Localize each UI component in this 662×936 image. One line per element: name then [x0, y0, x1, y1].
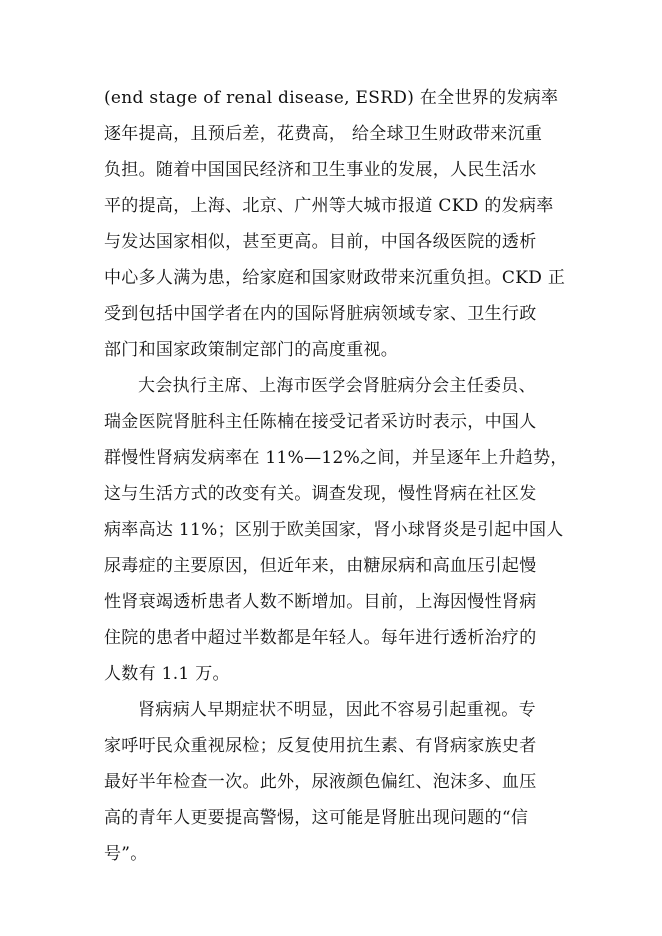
paragraph-first-line: 大会执行主席、上海市医学会肾脏病分会主任委员、 — [138, 376, 536, 396]
text-line: 性肾衰竭透析患者人数不断增加。目前，上海因慢性肾病 — [104, 592, 537, 612]
text-line: 高的青年人更要提高警惕，这可能是肾脏出现问题的“信 — [104, 808, 529, 828]
text-line: 家呼吁民众重视尿检；反复使用抗生素、有肾病家族史者 — [104, 736, 537, 756]
text-line: 瑞金医院肾脏科主任陈楠在接受记者采访时表示，中国人 — [104, 412, 537, 432]
text-line: 病率高达 11%；区别于欧美国家，肾小球肾炎是引起中国人 — [104, 520, 564, 540]
text-line: 这与生活方式的改变有关。调查发现，慢性肾病在社区发 — [104, 484, 537, 504]
text-line: 群慢性肾病发病率在 11%—12%之间，并呈逐年上升趋势， — [104, 448, 568, 468]
text-line: 中心多人满为患，给家庭和国家财政带来沉重负担。CKD 正 — [104, 268, 566, 288]
text-line: 号”。 — [104, 844, 148, 864]
paragraph-first-line: 肾病病人早期症状不明显，因此不容易引起重视。专 — [138, 700, 536, 720]
text-line: 最好半年检查一次。此外，尿液颜色偏红、泡沫多、血压 — [104, 772, 537, 792]
text-line: 与发达国家相似，甚至更高。目前，中国各级医院的透析 — [104, 232, 537, 252]
text-line: 住院的患者中超过半数都是年轻人。每年进行透析治疗的 — [104, 628, 537, 648]
text-line: 部门和国家政策制定部门的高度重视。 — [104, 340, 399, 360]
text-line: 尿毒症的主要原因，但近年来，由糖尿病和高血压引起慢 — [104, 556, 537, 576]
text-line: 人数有 1.1 万。 — [104, 664, 230, 684]
text-line: 受到包括中国学者在内的国际肾脏病领域专家、卫生行政 — [104, 304, 537, 324]
text-line: 平的提高，上海、北京、广州等大城市报道 CKD 的发病率 — [104, 196, 554, 216]
text-line: 负担。随着中国国民经济和卫生事业的发展，人民生活水 — [104, 160, 537, 180]
text-line: (end stage of renal disease, ESRD) 在全世界的发病率 — [104, 88, 559, 108]
text-line: 逐年提高，且预后差，花费高， 给全球卫生财政带来沉重 — [104, 124, 543, 144]
